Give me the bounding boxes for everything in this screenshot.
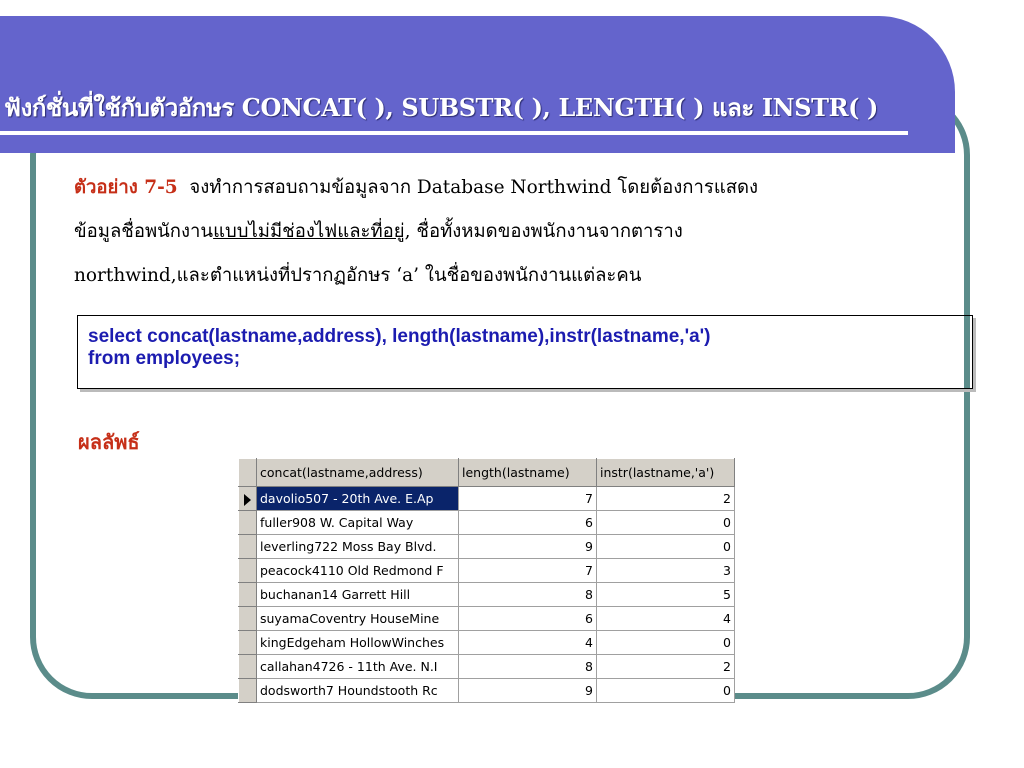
row-selector[interactable] — [239, 583, 257, 607]
table-row[interactable] — [239, 583, 735, 607]
table-cell[interactable]: suyamaCoventry HouseMine — [257, 607, 459, 631]
example-line-3: northwind,และตำแหน่งที่ปรากฏอักษร ‘a’ ในชื่อของพนักงานแต่ละคน — [74, 265, 642, 286]
table-cell[interactable]: 0 — [597, 535, 735, 559]
table-cell[interactable]: 0 — [597, 511, 735, 535]
row-selector[interactable] — [239, 487, 257, 511]
table-cell[interactable]: 8 — [459, 583, 597, 607]
example-paragraph — [74, 166, 964, 298]
table-cell[interactable]: peacock4110 Old Redmond F — [257, 559, 459, 583]
slide-title: ฟังก์ชั่นที่ใช้กับตัวอักษร CONCAT( ), SUBSTR( ), LENGTH( ) และ INSTR( ) — [4, 93, 879, 122]
table-cell[interactable]: fuller908 W. Capital Way — [257, 511, 459, 535]
current-row-arrow-icon — [244, 494, 251, 506]
row-selector[interactable] — [239, 559, 257, 583]
table-cell[interactable]: 0 — [597, 631, 735, 655]
row-selector[interactable] — [239, 535, 257, 559]
row-selector[interactable] — [239, 631, 257, 655]
example-line-2 — [74, 210, 964, 254]
result-grid[interactable] — [238, 458, 735, 725]
result-rows — [239, 487, 735, 703]
example-text-2-underlined: แบบไม่มีช่องไฟและที่อยู่ — [213, 221, 405, 242]
table-row[interactable] — [239, 487, 735, 511]
table-cell[interactable]: 3 — [597, 559, 735, 583]
table-cell[interactable]: davolio507 - 20th Ave. E.Ap — [257, 487, 459, 511]
table-row[interactable] — [239, 655, 735, 679]
sql-line-2: from employees; — [88, 348, 241, 369]
example-text-2b: , ชื่อทั้งหมดของพนักงานจากตาราง — [404, 221, 683, 242]
example-label: ตัวอย่าง 7-5 — [74, 177, 178, 198]
table-cell[interactable]: kingEdgeham HollowWinches — [257, 631, 459, 655]
row-selector[interactable] — [239, 511, 257, 535]
table-cell[interactable]: 5 — [597, 583, 735, 607]
table-row[interactable] — [239, 559, 735, 583]
row-selector[interactable] — [239, 655, 257, 679]
table-row[interactable] — [239, 679, 735, 703]
table-cell[interactable]: leverling722 Moss Bay Blvd. — [257, 535, 459, 559]
table-row[interactable] — [239, 631, 735, 655]
table-cell[interactable]: 6 — [459, 511, 597, 535]
table-cell[interactable]: 7 — [459, 487, 597, 511]
table-cell[interactable]: 6 — [459, 607, 597, 631]
result-label: ผลลัพธ์ — [78, 430, 140, 454]
table-row[interactable] — [239, 535, 735, 559]
table-row[interactable] — [239, 511, 735, 535]
table-cell[interactable]: 7 — [459, 559, 597, 583]
table-cell[interactable]: 8 — [459, 655, 597, 679]
example-line-1 — [74, 166, 964, 210]
table-cell[interactable]: callahan4726 - 11th Ave. N.I — [257, 655, 459, 679]
table-cell[interactable]: 9 — [459, 535, 597, 559]
row-selector[interactable] — [239, 607, 257, 631]
title-underline — [0, 131, 908, 135]
table-cell[interactable]: buchanan14 Garrett Hill — [257, 583, 459, 607]
column-header[interactable]: instr(lastname,'a') — [597, 459, 735, 487]
table-cell[interactable]: 4 — [459, 631, 597, 655]
table-cell[interactable]: 2 — [597, 487, 735, 511]
table-cell[interactable]: 0 — [597, 679, 735, 703]
table-cell[interactable]: 2 — [597, 655, 735, 679]
table-cell[interactable]: dodsworth7 Houndstooth Rc — [257, 679, 459, 703]
row-selector-header — [239, 459, 257, 487]
sql-line-1: select concat(lastname,address), length(lastname),instr(lastname,'a') — [88, 326, 711, 347]
header-row — [239, 459, 735, 487]
example-text-1: จงทำการสอบถามข้อมูลจาก Database Northwind โดยต้องการแสดง — [189, 177, 759, 198]
table-cell[interactable]: 4 — [597, 607, 735, 631]
table-row[interactable] — [239, 607, 735, 631]
row-selector[interactable] — [239, 679, 257, 703]
result-table — [238, 458, 735, 703]
sql-code-box — [77, 315, 973, 389]
table-cell[interactable]: 9 — [459, 679, 597, 703]
column-header[interactable]: concat(lastname,address) — [257, 459, 459, 487]
example-text-2a: ข้อมูลชื่อพนักงาน — [74, 221, 214, 242]
column-header[interactable]: length(lastname) — [459, 459, 597, 487]
